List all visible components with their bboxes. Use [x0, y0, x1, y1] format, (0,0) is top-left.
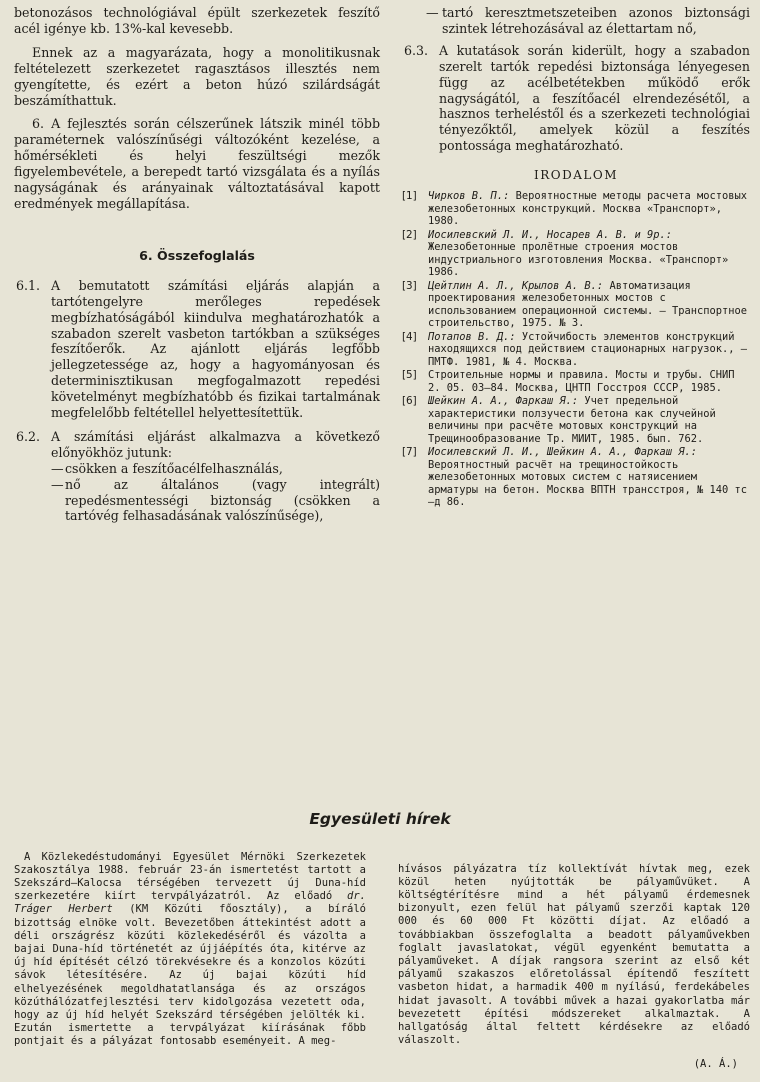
dash-bullet: —	[51, 460, 64, 476]
reference-text: Учет предельной характеристики ползучести бетона как случейной величины при расчёте мотовых конструкций на Трещинообразование Тр. МИИТ, 1985. бып. 762.	[428, 395, 716, 445]
section-heading: 6. Összefoglalás	[139, 247, 255, 263]
paragraph: betonozásos technológiával épült szerkezetek feszítő acél igénye kb. 13%-kal kevesebb.	[14, 5, 380, 36]
item-number: 6.1.	[16, 277, 41, 293]
reference-authors: Потапов В. Д.:	[428, 330, 516, 343]
reference-authors: Чирков В. П.:	[428, 190, 510, 203]
list-item: — csökken a feszítőacélfelhasználás,	[51, 460, 283, 476]
news-right-column	[398, 852, 750, 1082]
right-column	[402, 5, 750, 510]
list-item-continued	[402, 5, 750, 37]
reference-number: [4]	[402, 330, 417, 343]
reference-text: Устойчибость элементов конструкций находящихся под действием стационарных нагрузок., — ПМТФ. 1981, № 4. Москва.	[428, 330, 748, 368]
news-paragraph: hívásos pályázatra tíz kollektívát hívtak meg, ezek közül heten nyújtották be pályaművüket. A költségtérítésre mind a hét pályamű érdemesnek bizonyult, ezen felül hat pályamű szerzői kaptak 120 000 és 60 000 Ft közötti díjat. Az előadó a továbbiakban összefoglalta a beadott pályaművekben foglalt javaslatokat, végül egyenként bemutatta a pályaműveket. A díjak rangsora szerint az első két pályamű szakaszos előretolással építendő feszített vasbeton hidat, a harmadik 400 m nyílású, ferdekábeles hidat javasolt. A további művek a hazai gyakorlatba már bevezetett építési módszereket alkalmaztak. A hallgatóság által feltett kérdésekre az előadó válaszolt.	[398, 862, 750, 1047]
reference-text: Вероятностные методы расчета мостовых железобетонных конструкций. Москва «Транспорт», 1980.	[428, 190, 748, 228]
reference-item	[402, 331, 750, 369]
item-text: tartó keresztmetszeteiben azonos biztonsági szintek létrehozásával az élettartam nő,	[442, 5, 750, 36]
dash-bullet: —	[426, 5, 439, 20]
summary-item-6-3	[402, 43, 750, 154]
reference-item	[402, 446, 750, 509]
item-number: 6.3.	[404, 42, 429, 58]
item-text: A számítási eljárást alkalmazva a következő előnyökhöz jutunk:	[51, 428, 380, 460]
left-column	[14, 5, 380, 524]
reference-number: [1]	[402, 190, 417, 203]
reference-item	[402, 229, 750, 279]
item-text: A bemutatott számítási eljárás alapján a tartótengelyre merőleges repedések megbízhatóságából kiindulva meghatározhatók a szabadon szerelt vasbeton tartókban a szükséges feszítőerők. Az ajánlott eljárás legfőbb jellegzetessége az, hogy a hagyományosan és determinisztikusan megfogalmazott repedési követelményt megbízhatóbb és fizikai tartalmának megfelelőbb feltétellel helyettesítettük.	[51, 277, 380, 421]
news-title: Egyesületi hírek	[309, 810, 451, 828]
references-list	[402, 190, 750, 509]
reference-authors: Цейтлин А. Л., Крылов А. В.:	[428, 279, 604, 292]
reference-item	[402, 395, 750, 445]
news-left-column	[14, 840, 366, 1059]
paragraph: Ennek az a magyarázata, hogy a monolitikusnak feltételezett szerkezetet ragasztásos illesztés nem gyengítette, és ezért a beton húzó szilárdságát beszámíthattuk.	[14, 44, 380, 108]
reference-item	[402, 280, 750, 330]
reference-authors: Иосилевский Л. И., Шейкин А. А., Фаркаш Я.:	[428, 446, 697, 459]
dash-bullet: —	[51, 476, 64, 492]
reference-number: [3]	[402, 279, 417, 292]
reference-text: Вероятностный расчёт на трещиностойкость железобетонных мотовых систем с натяисением арматуры на бетон. Москва ВПТН трансстроя, № 140 тс—д 86.	[428, 458, 748, 509]
item-text: A kutatások során kiderült, hogy a szabadon szerelt tartók repedési biztonsága lényegesen függ az acélbetétekben működő erők nagyságától, a feszítőacél elrendezésétől, a hasznos terheléstől és a szerkezeti technológiai tényezőktől, amelyek közül a feszítés pontossága meghatározható.	[439, 42, 750, 154]
reference-number: [6]	[402, 395, 417, 408]
reference-authors: Иосилевский Л. И., Носарев А. В. и 9р.:	[428, 228, 672, 241]
news-paragraph: A Közlekedéstudományi Egyesület Mérnöki Szerkezetek Szakosztálya 1988. február 23-án ismertetést tartott a Szekszárd—Kalocsa térségében tervezett új Duna-híd szerkezetére kiírt tervpályázatról. Az előadó dr. Tráger Herbert (KM Közúti főosztály), a bíráló bizottság elnöke volt. Bevezetőben áttekintést adott a déli országrész közúti közlekedéséről és vázolta a bajai Duna-híd történetét az újjáépítés óta, kitérve az új híd építését célzó törekvésekre és a konzolos közúti sávok létesítésére. Az új bajai közúti híd elhelyezésének megoldhatatlansága és az országos közúthálózatfejlesztési terv kidolgozása vezetett oda, hogy az új híd helyét Szekszárd térségében jelölték ki. Ezután ismertette a tervpályázat kiírásának főbb pontjait és a pályázat fontosabb eseményeit. A meg-	[14, 850, 366, 1048]
reference-text: Строительные нормы и правила. Мосты и трубы. СНИП 2. 05. 03—84. Москва, ЦНТП Госстроя СССР, 1985.	[428, 369, 735, 394]
reference-item	[402, 190, 750, 228]
speaker-name: dr. Tráger Herbert	[14, 890, 366, 916]
reference-number: [2]	[402, 228, 417, 241]
list-item: — nő az általános (vagy integrált) repedésmentességi biztonság (csökken a tartóvég felhasadásának valószínűsége),	[51, 476, 380, 524]
reference-text: Автоматизация проектирования железобетонных мостов с использованием операционной системы. — Транспортное строительство, 1975. № 3.	[428, 279, 748, 330]
advantages-list	[51, 461, 380, 525]
reference-item	[402, 369, 750, 394]
reference-authors: Шейкин А. А., Фаркаш Я.:	[428, 395, 579, 408]
paragraph: 6. A fejlesztés során célszerűnek látszik minél több paraméternek valószínűségi változóként kezelése, a hőmérsékleti és helyi feszültségi mezők figyelembevétele, a berepedt tartó vizsgálata és a nyílás nagyságának és arányainak változtatásával kapott eredmények megállapítása.	[14, 116, 380, 211]
reference-number: [5]	[402, 369, 417, 382]
summary-item-6-1	[14, 278, 380, 421]
signature: (A. Á.)	[693, 1058, 738, 1071]
references-heading: IRODALOM	[534, 168, 618, 183]
summary-item-6-2	[14, 429, 380, 524]
item-number: 6.2.	[16, 428, 41, 444]
reference-text: Железобетонные пролётные строения мостов индустриального изготовления Москва. «Транспорт» 1986.	[428, 241, 729, 279]
reference-number: [7]	[402, 446, 417, 459]
